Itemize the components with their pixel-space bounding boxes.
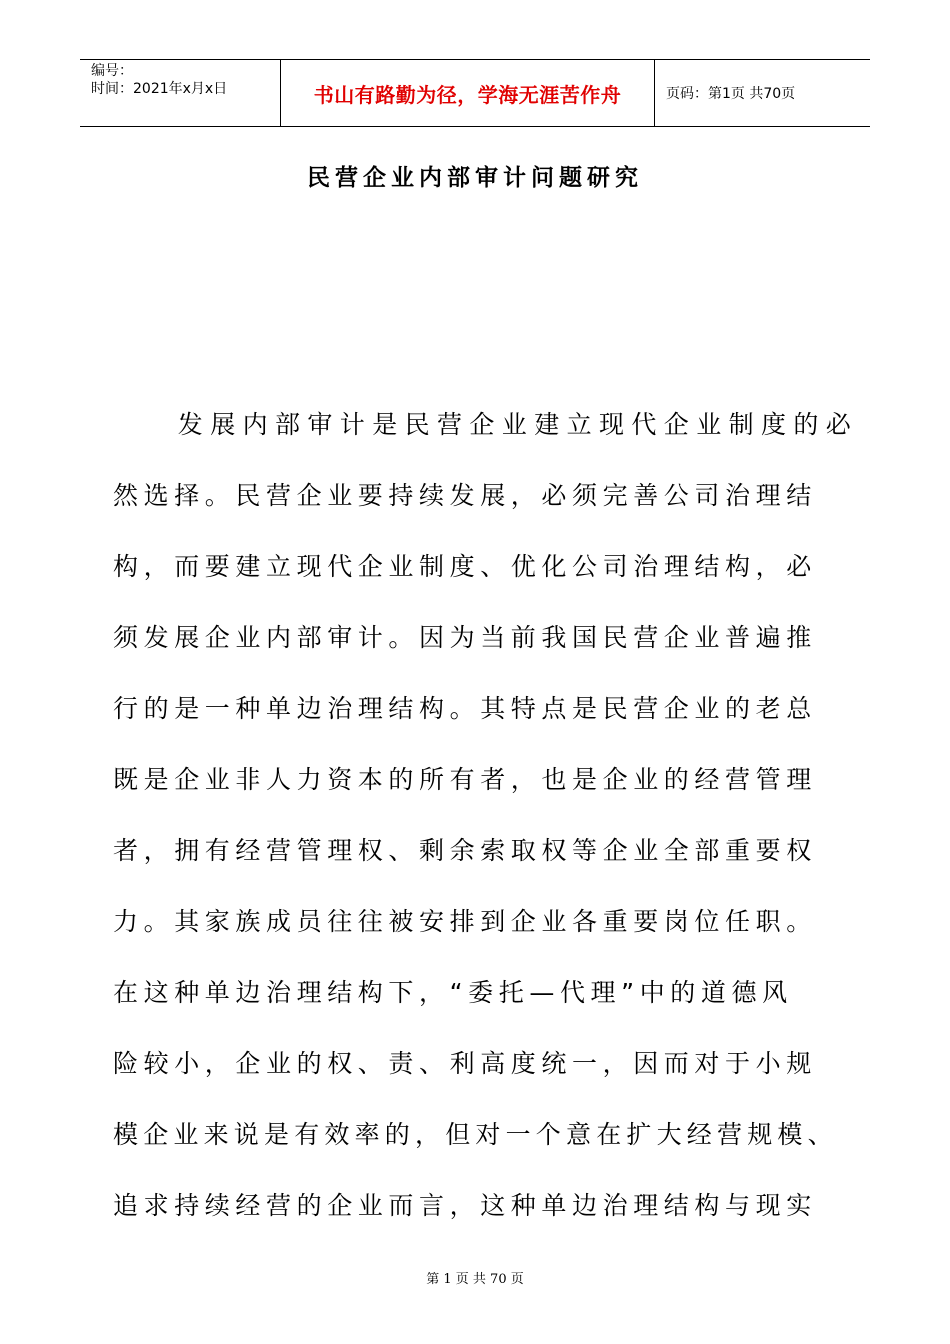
body-line-text: 然选择。民营企业要持续发展，必须完善公司治理结 [113, 481, 817, 510]
body-line-text: 须发展企业内部审计。因为当前我国民营企业普遍推 [113, 623, 817, 652]
body-line [113, 902, 873, 973]
body-line-text: 发展内部审计是民营企业建立现代企业制度的必 [113, 410, 859, 439]
document-title: 民营企业内部审计问题研究 [307, 165, 643, 191]
body-line-text: 者，拥有经营管理权、剩余索取权等企业全部重要权 [113, 836, 817, 865]
body-line-text: 既是企业非人力资本的所有者，也是企业的经营管理 [113, 765, 817, 794]
body-line-text: 在这种单边治理结构下，“委托—代理”中的道德风 [113, 978, 793, 1007]
document-body [113, 405, 873, 1257]
header-page-cell [655, 60, 870, 126]
body-line [113, 476, 873, 547]
body-line-text: 行的是一种单边治理结构。其特点是民营企业的老总 [113, 694, 817, 723]
body-line-text: 模企业来说是有效率的，但对一个意在扩大经营规模、 [113, 1120, 838, 1149]
body-line [113, 618, 873, 689]
time-label: 时间：2021年x月x日 [91, 81, 228, 97]
page-footer: 第 1 页 共 70 页 [426, 1272, 524, 1287]
body-line-text: 险较小，企业的权、责、利高度统一，因而对于小规 [113, 1049, 817, 1078]
header-motto-cell [281, 60, 655, 126]
body-line [113, 689, 873, 760]
body-line [113, 760, 873, 831]
body-line [113, 1186, 873, 1257]
serial-number-label: 编号： [91, 63, 133, 79]
header-table [80, 59, 870, 127]
header-meta-cell [80, 60, 281, 126]
body-line-text: 力。其家族成员往往被安排到企业各重要岗位任职。 [113, 907, 817, 936]
body-line-text: 构，而要建立现代企业制度、优化公司治理结构，必 [113, 552, 817, 581]
body-line [113, 547, 873, 618]
body-line-text: 追求持续经营的企业而言，这种单边治理结构与现实 [113, 1191, 817, 1220]
body-line [113, 1115, 873, 1186]
body-line [113, 831, 873, 902]
body-line [113, 405, 873, 476]
body-line [113, 973, 873, 1044]
page-number-label: 页码：第1页 共70页 [666, 86, 796, 102]
motto-text: 书山有路勤为径，学海无涯苦作舟 [313, 82, 622, 107]
body-line [113, 1044, 873, 1115]
